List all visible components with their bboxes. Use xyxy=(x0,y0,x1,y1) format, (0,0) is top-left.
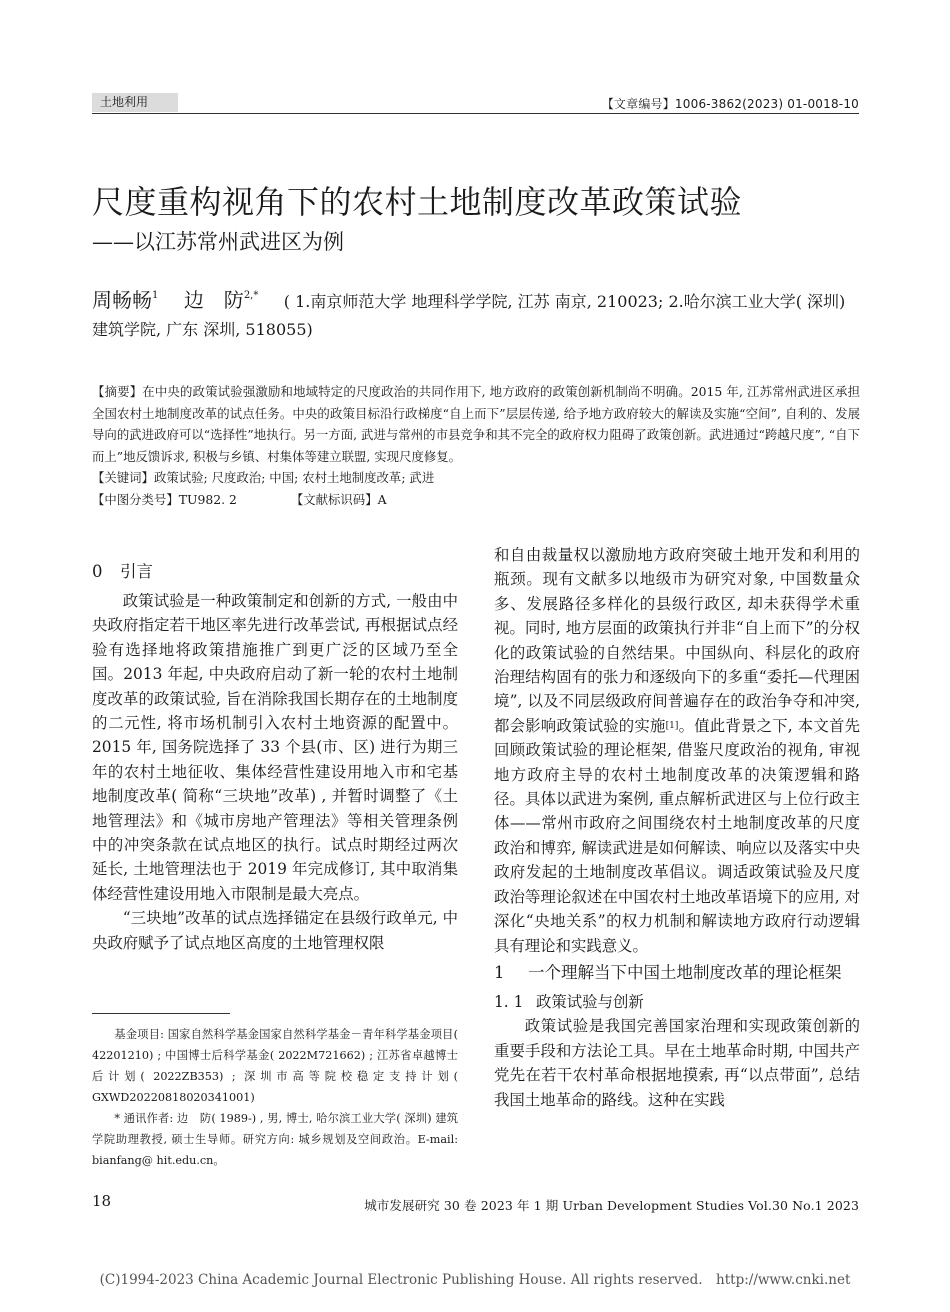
abstract-text: 【摘要】在中央的政策试验强激励和地域特定的尺度政治的共同作用下, 地方政府的政策创新机制尚不明确。2015 年, 江苏常州武进区承担全国农村土地制度改革的试点任务。中央的政策目标沿行政梯度“自上而下”层层传递, 给予地方政府较大的解读及实施“空间”, 自利的、发展导向的武进政府可以“选择性”地执行。另一方面, 武进与常州的市县竞争和其不完全的政府权力阻碍了政策创新。武进通过“跨越尺度”, “自下而上”地反馈诉求, 积极与乡镇、村集体等建立联盟, 实现尺度修复。 xyxy=(92,384,860,464)
intro-paragraph-2: “三块地”改革的试点选择锚定在县级行政单元, 中央政府赋予了试点地区高度的土地管理权限 xyxy=(92,909,458,952)
article-code: 【文章编号】1006-3862(2023) 01-0018-10 xyxy=(601,97,859,111)
header-divider xyxy=(92,113,859,114)
right-column xyxy=(494,543,860,1112)
section-1-1-title: 政策试验与创新 xyxy=(536,992,644,1011)
page-number: 18 xyxy=(92,1192,112,1210)
section-1-1-heading xyxy=(494,990,860,1014)
section-1-heading xyxy=(494,960,860,986)
right-paragraph-2: 政策试验是我国完善国家治理和实现政策创新的重要手段和方法论工具。早在土地革命时期, 中国共产党先在若干农村革命根据地摸索, 再“以点带面”, 总结我国土地革命的路线。这种在实践 xyxy=(494,1017,860,1109)
intro-paragraph-1: 政策试验是一种政策制定和创新的方式, 一般由中央政府指定若干地区率先进行改革尝试, 再根据试点经验有选择地将政策措施推广到更广泛的区域乃至全国。2013 年起, 中央政府启动了新一轮的农村土地制度改革的政策试验, 旨在消除我国长期存在的土地制度的二元性, 将市场机制引入农村土地资源的配置中。2015 年, 国务院选择了 33 个县(市、区) 进行为期三年的农村土地征收、集体经营性建设用地入市和宅基地制度改革( 简称“三块地”改革) , 并暂时调整了《土地管理法》和《城市房地产管理法》等相关管理条例中的冲突条款在试点地区的执行。试点时期经过两次延长, 土地管理法也于 2019 年完成修订, 其中取消集体经营性建设用地入市限制是最大亮点。 xyxy=(92,592,458,903)
copyright-line: (C)1994-2023 China Academic Journal Electronic Publishing House. All rights reserved. http://www.cnki.net xyxy=(99,1272,851,1288)
document-code: 【文献标识码】A xyxy=(290,491,387,507)
author-2: 边 防 xyxy=(183,288,244,312)
author-2-mark: 2,* xyxy=(243,290,259,301)
author-1: 周畅畅 xyxy=(92,288,152,312)
right-paragraph-1: 和自由裁量权以激励地方政府突破土地开发和利用的瓶颈。现有文献多以地级市为研究对象, 中国数量众多、发展路径多样化的县级行政区, 却未获得学术重视。同时, 地方层面的政策执行并非“自上而下”的分权化的政策试验的自然结果。中国纵向、科层化的政府治理结构固有的张力和逐级向下的多重“委托—代理困境”, 以及不同层级政府间普遍存在的政治争夺和冲突, 都会影响政策试验的实施[1]。值此背景之下, 本文首先回顾政策试验的理论框架, 借鉴尺度政治的视角, 审视地方政府主导的农村土地制度改革的决策逻辑和路径。具体以武进为案例, 重点解析武进区与上位行政主体——常州市政府之间围绕农村土地制度改革的尺度政治和博弈, 解读武进是如何解读、响应以及落实中央政府发起的土地制度改革倡议。调适政策试验及尺度政治等理论叙述在中国农村土地改革语境下的应用, 对深化“央地关系”的权力机制和解读地方政府行动逻辑具有理论和实践意义。 xyxy=(494,546,860,955)
affiliation: ( 1.南京师范大学 地理科学学院, 江苏 南京, 210023; 2.哈尔滨工业大学( 深圳) 建筑学院, 广东 深圳, 518055) xyxy=(92,292,846,339)
section-1-title: 一个理解当下中国土地制度改革的理论框架 xyxy=(528,962,842,982)
section-tag: 土地利用 xyxy=(92,93,178,112)
abstract-block xyxy=(92,381,860,510)
left-column xyxy=(92,553,458,955)
corresponding-author-note: * 通讯作者: 边 防( 1989-) , 男, 博士, 哈尔滨工业大学( 深圳) 建筑学院助理教授, 硕士生导师。研究方向: 城乡规划及空间政治。E-mail: bianfang@ hit.edu.cn。 xyxy=(92,1112,458,1167)
section-1-number: 1 xyxy=(494,962,505,982)
authors-block xyxy=(92,286,862,344)
paper-title: 尺度重构视角下的农村土地制度改革政策试验 xyxy=(92,183,743,221)
journal-info: 城市发展研究 30 卷 2023 年 1 期 Urban Development Studies Vol.30 No.1 2023 xyxy=(364,1198,859,1213)
section-1-1-number: 1. 1 xyxy=(494,992,524,1011)
section-0-number: 0 xyxy=(92,562,103,581)
funding-note: 基金项目: 国家自然科学基金国家自然科学基金－青年科学基金项目( 42201210) ; 中国博士后科学基金( 2022M721662) ; 江苏省卓越博士后计划( 2022ZB353) ; 深圳市高等院校稳定支持计划( GXWD20220818020341001) xyxy=(92,1028,458,1104)
author-1-mark: 1 xyxy=(152,290,159,301)
footnote-divider xyxy=(92,1013,230,1014)
paper-subtitle: ——以江苏常州武进区为例 xyxy=(92,230,344,254)
clc-number: 【中图分类号】TU982. 2 xyxy=(92,491,237,507)
section-0-title: 引言 xyxy=(120,562,153,581)
footnotes xyxy=(92,1024,458,1171)
citation-ref[interactable]: [1] xyxy=(665,720,679,731)
section-0-heading xyxy=(92,559,458,585)
keywords: 【关键词】政策试验; 尺度政治; 中国; 农村土地制度改革; 武进 xyxy=(92,470,435,485)
